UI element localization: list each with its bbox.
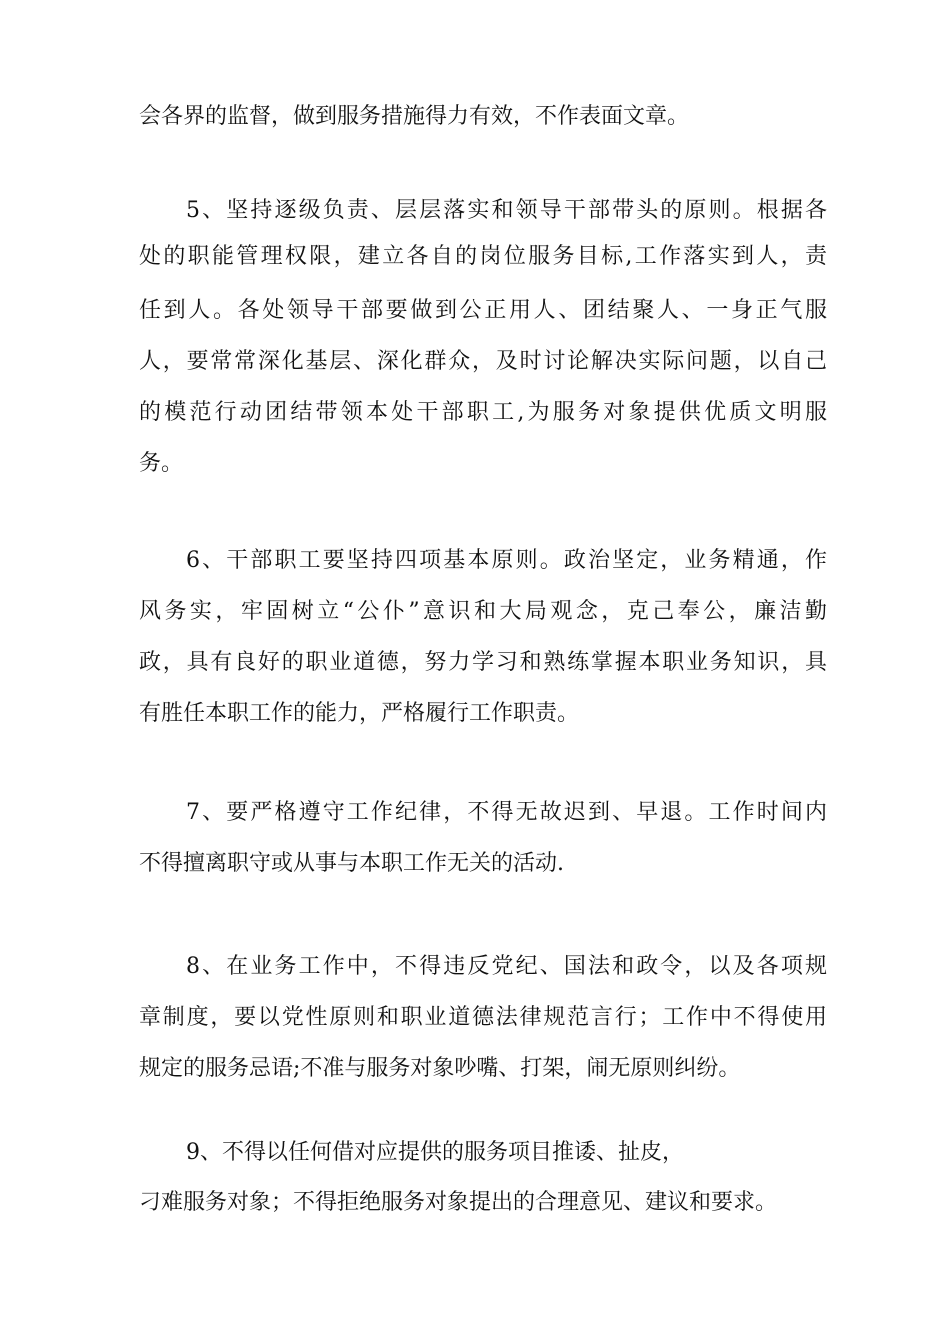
text-line: 处的职能管理权限，建立各自的岗位服务目标,工作落实到人，责 — [139, 244, 827, 269]
text-line: 务。 — [139, 451, 184, 476]
text-line: 的模范行动团结带领本处干部职工,为服务对象提供优质文明服 — [139, 400, 827, 425]
text-line: 8、在业务工作中，不得违反党纪、国法和政令，以及各项规 — [186, 954, 827, 979]
text-line: 不得擅离职守或从事与本职工作无关的活动. — [139, 851, 564, 876]
text-line: 政，具有良好的职业道德，努力学习和熟练掌握本职业务知识，具 — [139, 650, 827, 675]
text-line: 章制度，要以党性原则和职业道德法律规范言行；工作中不得使用 — [139, 1005, 827, 1030]
text-line: 6、干部职工要坚持四项基本原则。政治坚定，业务精通，作 — [186, 548, 827, 573]
text-line: 规定的服务忌语;不准与服务对象吵嘴、打架，闹无原则纠纷。 — [139, 1056, 741, 1081]
text-line: 5、坚持逐级负责、层层落实和领导干部带头的原则。根据各 — [186, 198, 827, 223]
text-line: 9、不得以任何借对应提供的服务项目推诿、扯皮， — [186, 1140, 684, 1165]
text-line: 会各界的监督，做到服务措施得力有效，不作表面文章。 — [139, 104, 690, 129]
text-line: 有胜任本职工作的能力，严格履行工作职责。 — [139, 701, 580, 726]
text-line: 任到人。各处领导干部要做到公正用人、团结聚人、一身正气服 — [139, 298, 827, 323]
text-line: 人，要常常深化基层、深化群众，及时讨论解决实际问题，以自己 — [139, 349, 827, 374]
text-line: 刁难服务对象；不得拒绝服务对象提出的合理意见、建议和要求。 — [139, 1190, 778, 1215]
text-line: 风务实，牢固树立“公仆”意识和大局观念，克己奉公，廉洁勤 — [139, 599, 827, 624]
text-line: 7、要严格遵守工作纪律，不得无故迟到、早退。工作时间内 — [186, 800, 827, 825]
